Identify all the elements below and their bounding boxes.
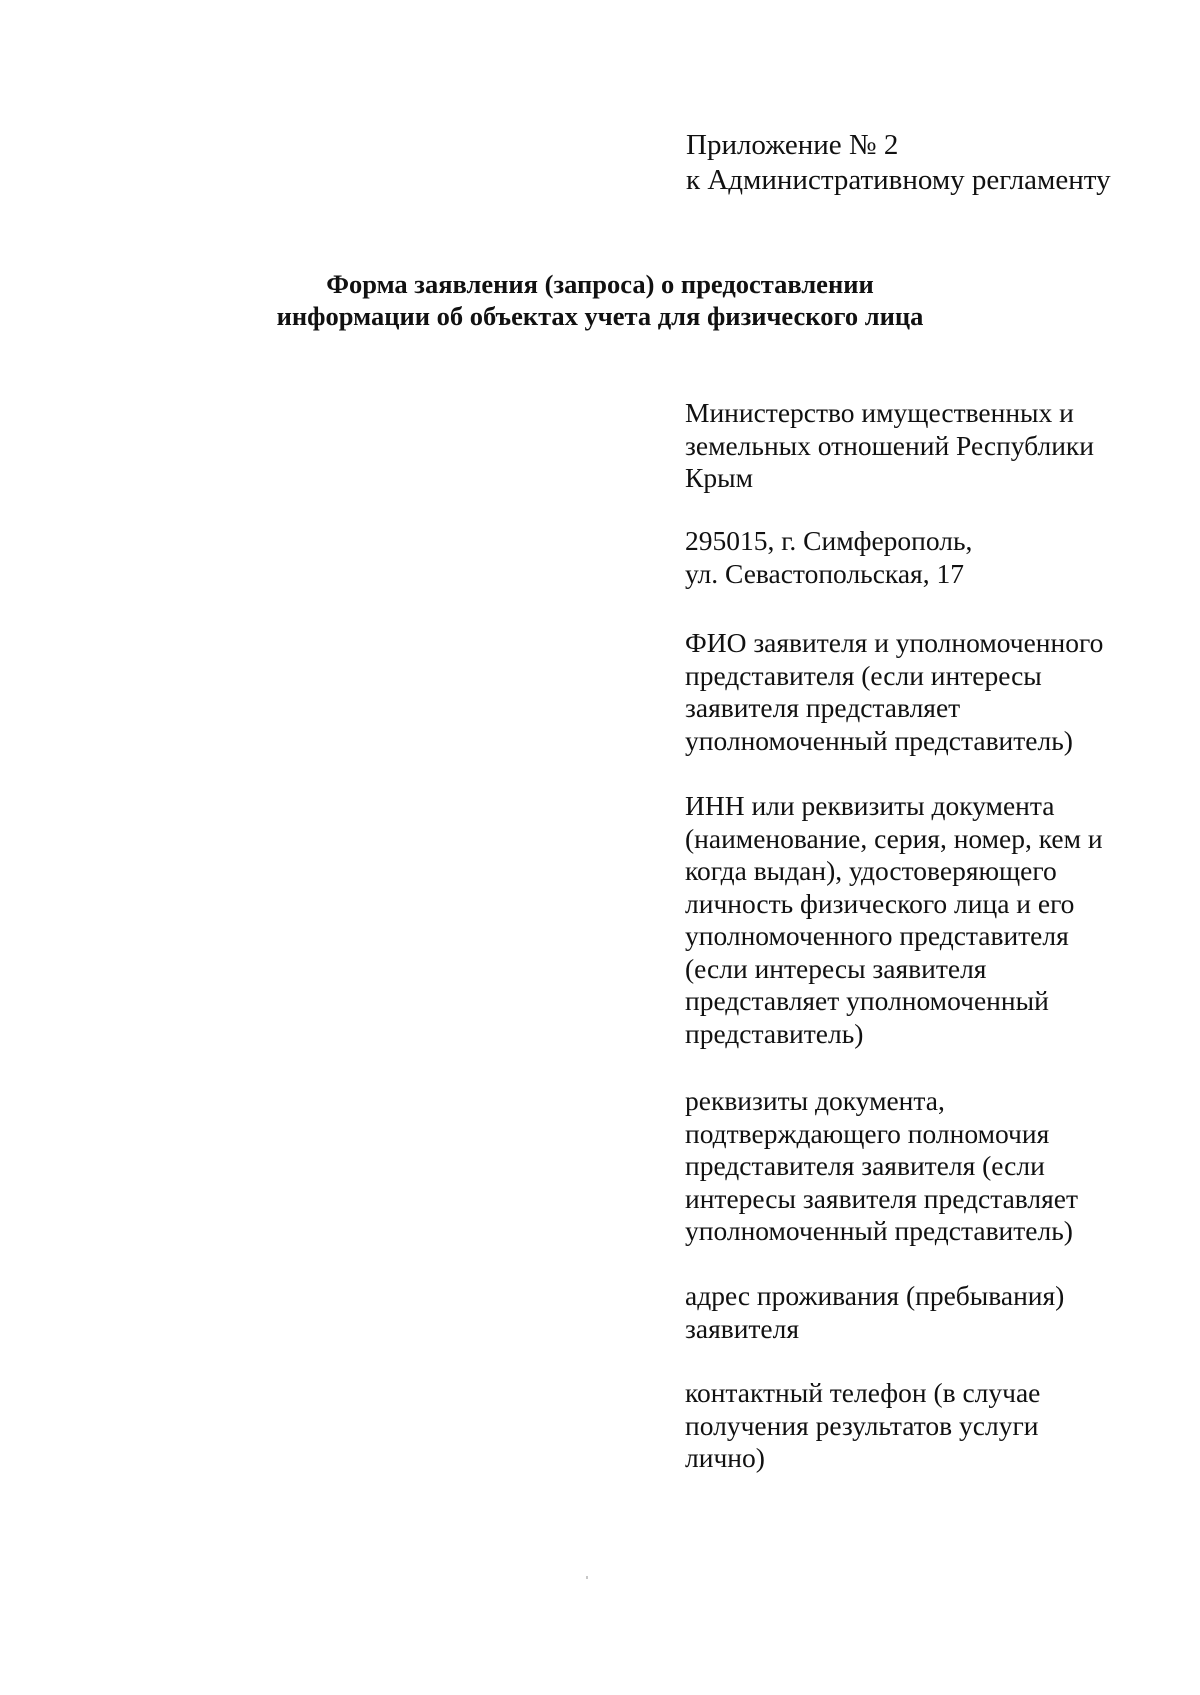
text-line: Министерство имущественных и: [685, 397, 1074, 428]
appendix-reference: к Административному регламенту: [686, 164, 1111, 196]
text-line: представляет уполномоченный: [685, 985, 1049, 1016]
text-line: личность физического лица и его: [685, 887, 1075, 919]
text-line: адрес проживания (пребывания): [685, 1280, 1065, 1311]
text-line: ул. Севастопольская, 17: [685, 557, 964, 589]
scan-artifact: [586, 1576, 588, 1579]
text-line: ФИО заявителя и уполномоченного: [685, 627, 1104, 658]
applicant-inn-field: [685, 790, 1155, 1050]
text-line: уполномоченного представителя: [685, 920, 1069, 951]
text-line: заявителя: [685, 1312, 800, 1344]
text-line: представителя (если интересы: [685, 659, 1042, 691]
text-line: заявителя представляет: [685, 692, 961, 723]
form-title-line: Форма заявления (запроса) о предоставлении: [326, 269, 874, 299]
appendix-number: Приложение № 2: [686, 129, 899, 161]
residence-address-field: [685, 1280, 1155, 1345]
appendix-header: [686, 128, 1146, 198]
text-line: контактный телефон (в случае: [685, 1377, 1041, 1408]
text-line: представитель): [685, 1017, 864, 1049]
recipient-address: [685, 525, 1155, 590]
text-line: лично): [685, 1442, 765, 1473]
text-line: интересы заявителя представляет: [685, 1182, 1079, 1214]
text-line: уполномоченный представитель): [685, 1215, 1073, 1246]
applicant-fio-field: [685, 627, 1155, 757]
authority-documents-field: [685, 1085, 1155, 1248]
text-line: реквизиты документа,: [685, 1085, 945, 1116]
text-line: подтверждающего полномочия: [685, 1117, 1050, 1149]
text-line: представителя заявителя (если: [685, 1150, 1045, 1181]
recipient-ministry: [685, 397, 1155, 495]
text-line: 295015, г. Симферополь,: [685, 525, 973, 556]
text-line: ИНН или реквизиты документа: [685, 790, 1055, 821]
contact-phone-field: [685, 1377, 1155, 1475]
text-line: получения результатов услуги: [685, 1409, 1039, 1441]
text-line: когда выдан), удостоверяющего: [685, 855, 1057, 886]
form-title-line: информации об объектах учета для физического лица: [276, 301, 924, 331]
text-line: уполномоченный представитель): [685, 724, 1073, 756]
text-line: Крым: [685, 462, 753, 493]
form-title: [150, 268, 1050, 332]
text-line: (если интересы заявителя: [685, 952, 987, 984]
text-line: (наименование, серия, номер, кем и: [685, 822, 1103, 854]
text-line: земельных отношений Республики: [685, 429, 1094, 461]
